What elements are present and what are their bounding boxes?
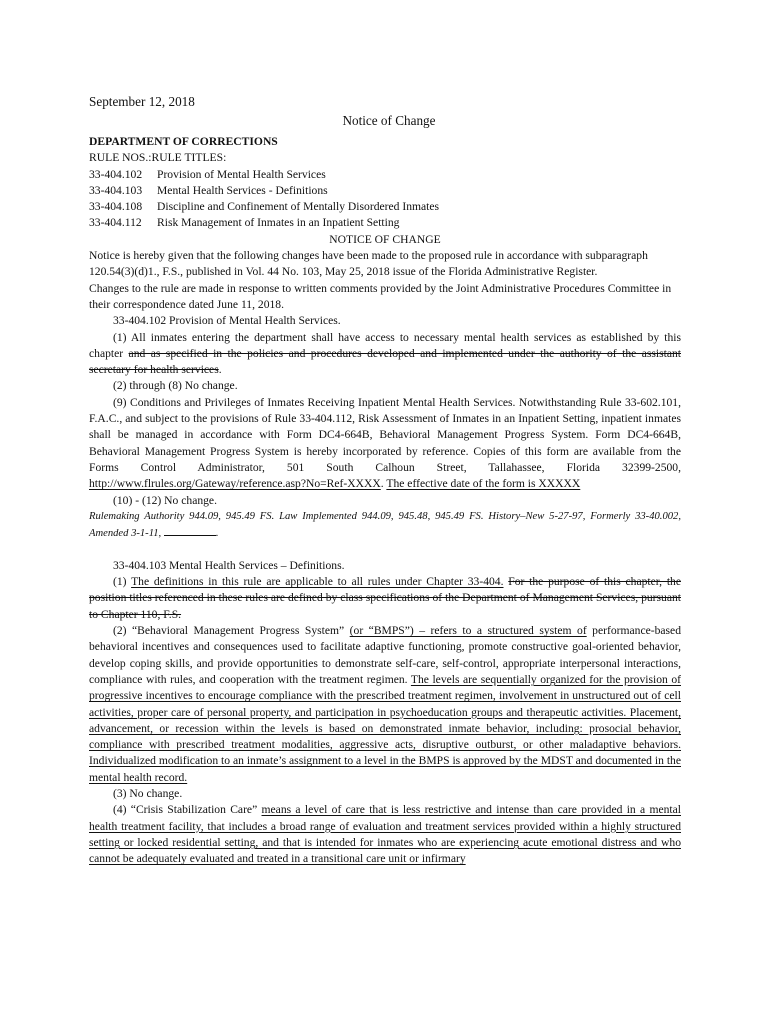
section-102-para-9: (9) Conditions and Privileges of Inmates Receiving Inpatient Mental Health Services. Notwithstanding Rule 33-602.101, F.A.C., and subject to the provisions of Rule 33-404.112, Risk Assessment of Inmates in an Inpatient Setting, inpatient inmates shall be managed in accordance with Form DC4-664B, Behavioral Management Progress System. Form DC4-664B, Behavioral Management Progress System is hereby incorporated by reference. Copies of this form are available from the Forms Control Administrator, 501 South Calhoun Street, Tallahassee, Florida 32399-2500, http://www.flrules.org/Gateway/reference.asp?No=Ref-XXXX. The effective date of the form is XXXXX [89, 395, 681, 491]
underlined-text: (or “BMPS”) – refers to a structured system of [349, 624, 587, 638]
notice-paragraph: Notice is hereby given that the following changes have been made to the proposed rule in accordance with subparagraph 120.54(3)(d)1., F.S., published in Vol. 44 No. 103, May 25, 2018 issue of the Florida Administrative Register. [89, 249, 648, 279]
rule-item [89, 183, 681, 199]
rule-number: 33-404.102 [89, 167, 143, 181]
section-103-para-3: (3) No change. [113, 786, 183, 800]
rule-number: 33-404.103 [89, 183, 143, 197]
section-102-heading: 33-404.102 Provision of Mental Health Services. [113, 314, 341, 328]
rule-item [89, 199, 681, 215]
section-103-para-2: (2) “Behavioral Management Progress System” (or “BMPS”) – refers to a structured system of performance-based behavioral incentives and consequences used to facilitate adaptive functioning, promote constructive goal-oriented behavior, develop coping skills, and provide opportunities to demonstrate self-care, self-control, appropriate interpersonal interactions, compliance with rules, and cooperation with the treatment regimen. The levels are sequentially organized for the provision of progressive incentives to encourage compliance with the prescribed treatment regimen, involvement in unstructured out of cell activities, proper care of personal property, and participation in psychoeducation groups and therapeutic activities. Placement, advancement, or recession within the levels is based on demonstrated inmate behavior, including: prosocial behavior, compliance with prescribed treatment modalities, aggressive acts, disruptive outburst, or other maladaptive behaviors. Individualized modification to an inmate’s assignment to a level in the BMPS is approved by the MDST and documented in the mental health record. [89, 624, 681, 784]
rule-title: Mental Health Services - Definitions [157, 183, 328, 197]
notice-heading: NOTICE OF CHANGE [329, 232, 441, 246]
underlined-text: The definitions in this rule are applicable to all rules under Chapter 33-404. [131, 575, 504, 589]
blank-line [164, 525, 216, 536]
section-103-para-4: (4) “Crisis Stabilization Care” means a level of care that is less restrictive and intense than care provided in a mental health treatment facility, that includes a broad range of evaluation and treatment services provided within a highly structured setting or locked residential setting, and that is intended for inmates who are experiencing acute emotional distress and who cannot be adequately evaluated and treated in a transitional care unit or infirmary [89, 803, 681, 866]
form-reference-link[interactable]: http://www.flrules.org/Gateway/reference.asp?No=Ref-XXXX [89, 477, 381, 491]
rule-number: 33-404.112 [89, 216, 142, 230]
underlined-text: means a level of care that is less restrictive and intense than care provided in a mental health treatment facility, that includes a broad range of evaluation and treatment services provided within a highly structured setting or locked residential setting, and that is intended for inmates who are experiencing acute emotional distress and who cannot be adequately evaluated and treated in a transitional care unit or infirmary [89, 803, 681, 866]
struck-text: For the purpose of this chapter, the position titles referenced in these rules are defined by class specifications of the Department of Management Services, pursuant to Chapter 110, F.S. [89, 575, 681, 621]
underlined-text: The levels are sequentially organized for the provision of progressive incentives to encourage compliance with the prescribed treatment regimen, involvement in unstructured out of cell activities, proper care of personal property, and participation in psychoeducation groups and therapeutic activities. Placement, advancement, or recession within the levels is based on demonstrated inmate behavior, including: prosocial behavior, compliance with prescribed treatment modalities, aggressive acts, disruptive outburst, or other maladaptive behaviors. Individualized modification to an inmate’s assignment to a level in the BMPS is approved by the MDST and documented in the mental health record. [89, 672, 681, 784]
spacer [89, 542, 681, 558]
section-103-heading: 33-404.103 Mental Health Services – Definitions. [113, 558, 345, 572]
struck-text: and as specified in the policies and procedures developed and implemented under the authority of the assistant secretary for health services [89, 346, 681, 377]
rule-title: Risk Management of Inmates in an Inpatient Setting [157, 216, 400, 230]
rule-nos-label: RULE NOS.:RULE TITLES: [89, 151, 227, 165]
rule-title: Discipline and Confinement of Mentally Disordered Inmates [157, 200, 440, 214]
section-103-para-1: (1) The definitions in this rule are applicable to all rules under Chapter 33-404. For the purpose of this chapter, the position titles referenced in these rules are defined by class specifications of the Department of Management Services, pursuant to Chapter 110, F.S. [89, 575, 681, 621]
section-102-para-1: (1) All inmates entering the department shall have access to necessary mental health services as established by this chapter and as specified in the policies and procedures developed and implemented under the authority of the assistant secretary for health services. [89, 330, 681, 377]
page-title: Notice of Change [342, 113, 436, 128]
underlined-text: The effective date of the form is XXXXX [386, 477, 581, 491]
rule-item [89, 215, 681, 231]
rule-item [89, 167, 681, 183]
rule-list [89, 167, 681, 232]
rule-title: Provision of Mental Health Services [157, 167, 326, 181]
section-102-para-10: (10) - (12) No change. [113, 493, 217, 507]
department-name: DEPARTMENT OF CORRECTIONS [89, 135, 278, 148]
rule-number: 33-404.108 [89, 200, 143, 214]
changes-paragraph: Changes to the rule are made in response to written comments provided by the Joint Administrative Procedures Committee in their correspondence dated June 11, 2018. [89, 281, 672, 311]
section-102-history: Rulemaking Authority 944.09, 945.49 FS. Law Implemented 944.09, 945.48, 945.49 FS. History–New 5-27-97, Formerly 33-40.002, Amended 3-1-11, . [89, 510, 681, 539]
section-102-para-2: (2) through (8) No change. [113, 379, 238, 393]
notice-date: September 12, 2018 [89, 94, 195, 109]
